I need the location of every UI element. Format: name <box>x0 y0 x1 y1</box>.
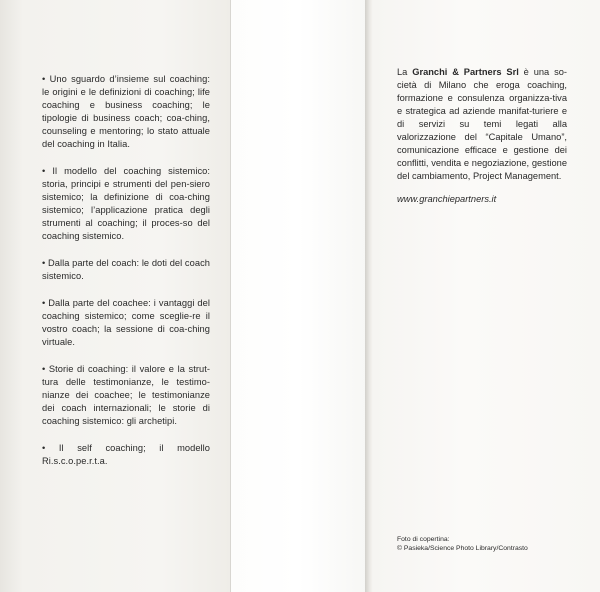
bullet-item: • Il self coaching; il modello Ri.s.c.o.pe.r.t.a. <box>42 443 210 466</box>
page-fold <box>365 0 373 592</box>
cover-photo-credit <box>397 535 528 553</box>
company-description <box>397 66 567 183</box>
contents-bullet-list <box>42 73 210 482</box>
bullet-item: • Storie di coaching: il valore e la strut-tura delle testimonianze, le testimo-nianze dei coachee; le testimonianze dei coach internazionali; le storie di coaching sistemico: gli archetipi. <box>42 364 210 426</box>
bullet-item: • Dalla parte del coachee: i vantaggi del coaching sistemico; come sceglie-re il vostro coach; la sessione di coa-ching virtuale. <box>42 298 210 347</box>
company-text: è una so-cietà di Milano che eroga coaching, formazione e consulenza organizza-tiva e strategica ad aziende manifat-turiere e di servizi su temi legati alla valorizzazione del “Capitale Umano”, comunicazione efficace e gestione dei conflitti, vendita e negoziazione, gestione del cambiamento, Project Management. <box>397 67 567 181</box>
credit-text: © Pasieka/Science Photo Library/Contrasto <box>397 545 528 552</box>
credit-label: Foto di copertina: <box>397 536 450 543</box>
company-prefix: La <box>397 67 408 77</box>
blank-spine-panel <box>231 0 366 592</box>
bullet-item: • Uno sguardo d’insieme sul coaching: le origini e le definizioni di coaching; life coaching e business coaching; le tipologie di business coach; coa-ching, counseling e mentoring; lo stato attuale del coaching in Italia. <box>42 74 210 149</box>
bullet-item: • Dalla parte del coach: le doti del coach sistemico. <box>42 258 210 281</box>
bullet-item: • Il modello del coaching sistemico: storia, principi e strumenti del pen-siero sistemico; la definizione di coa-ching sistemico; l’applicazione pratica degli strumenti al coaching; il proces-so del coaching sistemico. <box>42 166 210 241</box>
company-name: Granchi & Partners Srl <box>412 67 519 77</box>
website-link[interactable]: www.granchiepartners.it <box>397 194 497 204</box>
